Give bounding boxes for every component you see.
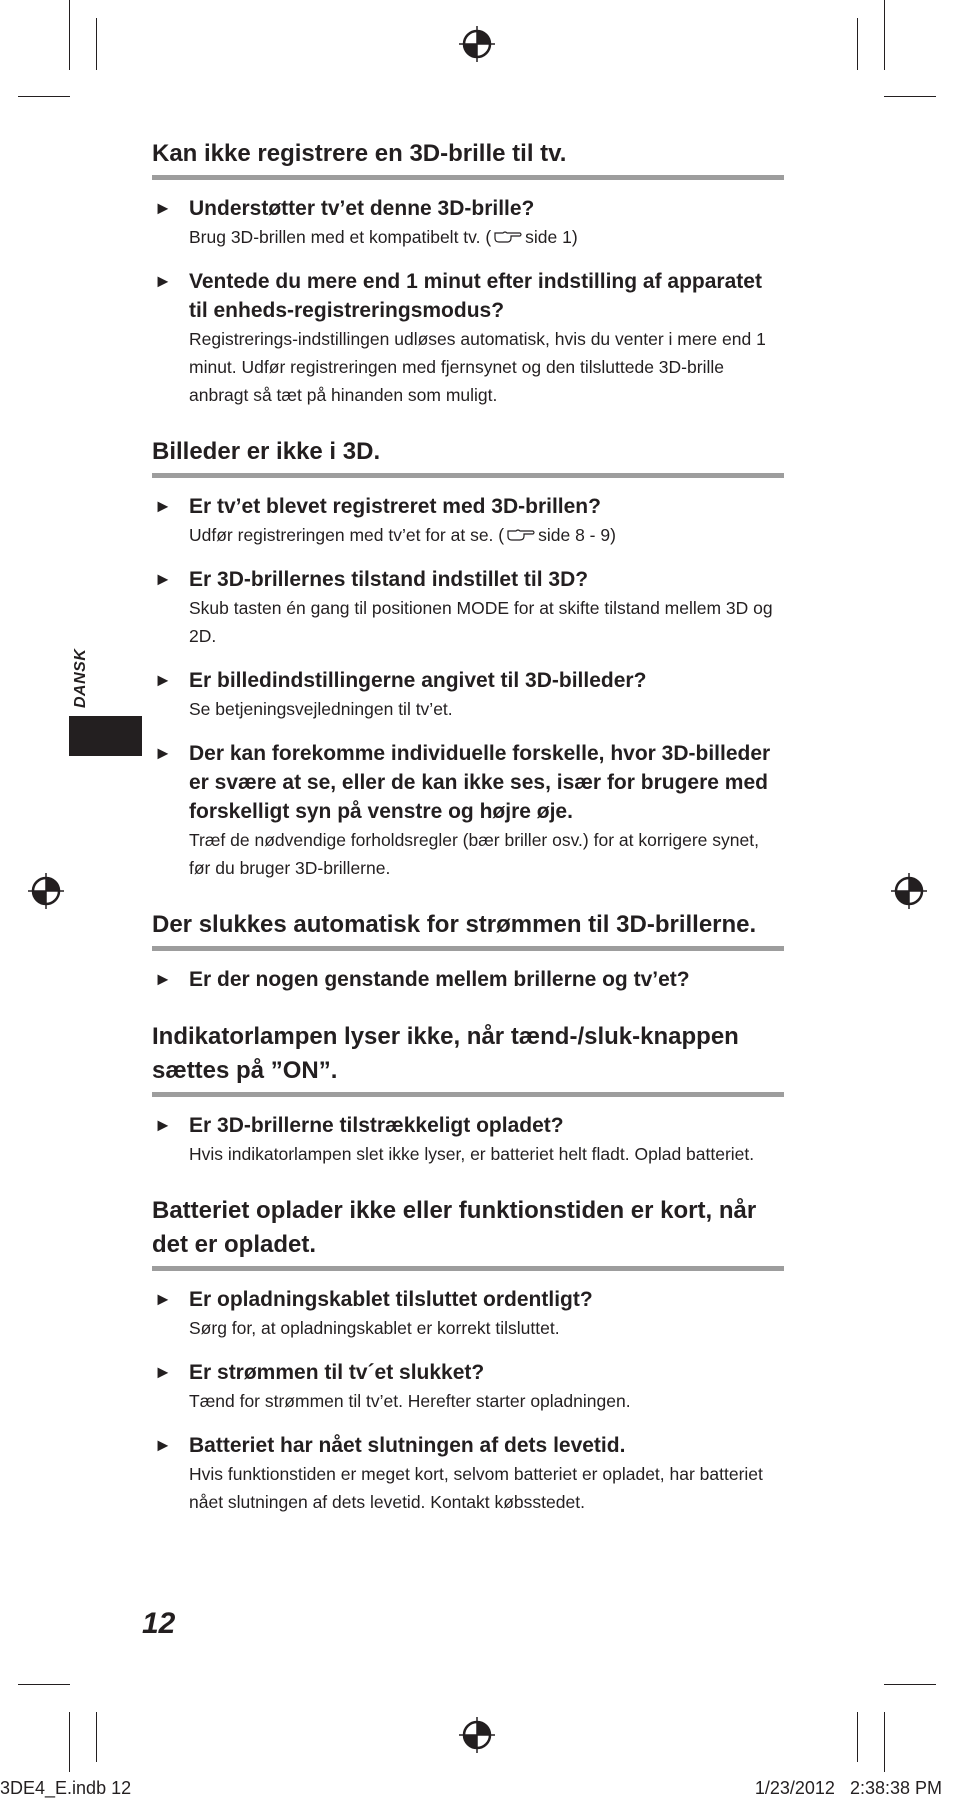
item-question: Er tv’et blevet registreret med 3D-brillen? (189, 495, 601, 518)
item-answer: Træf de nødvendige forholdsregler (bær briller osv.) for at korrigere synet, før du bruger 3D-brillerne. (189, 830, 759, 878)
page-reference: side 1) (525, 227, 578, 247)
item-answer: Sørg for, at opladningskablet er korrekt tilsluttet. (189, 1318, 560, 1338)
list-item (152, 1111, 784, 1168)
item-question: Understøtter tv’et denne 3D-brille? (189, 197, 535, 220)
list-item (152, 739, 784, 882)
item-question: Ventede du mere end 1 minut efter indstilling af apparatet til enheds-registreringsmodus? (189, 270, 762, 322)
pointing-hand-icon (493, 230, 523, 244)
item-list (152, 1285, 784, 1516)
item-answer: Skub tasten én gang til positionen MODE for at skifte tilstand mellem 3D og 2D. (189, 598, 773, 646)
list-item (152, 1431, 784, 1516)
item-question: Er billedindstillingerne angivet til 3D-billeder? (189, 669, 647, 692)
item-list (152, 194, 784, 409)
crop-mark (857, 1712, 858, 1762)
item-list (152, 965, 784, 994)
item-question: Er opladningskablet tilsluttet ordentligt? (189, 1288, 593, 1311)
arrow-bullet-icon: ► (154, 1435, 172, 1455)
crop-mark (69, 0, 70, 70)
section-title: Der slukkes automatisk for strømmen til 3D-brillerne. (152, 908, 784, 951)
item-list (152, 492, 784, 882)
section-title: Indikatorlampen lyser ikke, når tænd-/sluk-knappen sættes på ”ON”. (152, 1020, 784, 1097)
item-answer: Registrerings-indstillingen udløses automatisk, hvis du venter i mere end 1 minut. Udfør registreringen med fjernsynet og den tilsluttede 3D-brille anbragt så tæt på hinanden som muligt. (189, 329, 766, 405)
item-question: Er der nogen genstande mellem brillerne og tv’et? (189, 968, 690, 991)
troubleshooting-content (152, 137, 784, 1542)
list-item (152, 194, 784, 251)
arrow-bullet-icon: ► (154, 969, 172, 989)
item-answer: Tænd for strømmen til tv’et. Herefter starter opladningen. (189, 1391, 631, 1411)
arrow-bullet-icon: ► (154, 569, 172, 589)
crop-mark (857, 18, 858, 70)
crop-mark (884, 0, 885, 70)
item-question: Batteriet har nået slutningen af dets levetid. (189, 1434, 626, 1457)
crop-mark (96, 18, 97, 70)
page-reference: side 8 - 9) (538, 525, 616, 545)
list-item (152, 492, 784, 549)
item-question: Er 3D-brillerne tilstrækkeligt opladet? (189, 1114, 564, 1137)
language-tab-label: DANSK (72, 648, 89, 708)
item-list (152, 1111, 784, 1168)
crop-mark (18, 1684, 70, 1685)
arrow-bullet-icon: ► (154, 1115, 172, 1135)
section (152, 1020, 784, 1168)
item-question: Der kan forekomme individuelle forskelle, hvor 3D-billeder er svære at se, eller de kan ikke ses, især for brugere med forskelligt syn på venstre og højre øje. (189, 742, 771, 823)
registration-mark-icon (27, 872, 65, 910)
arrow-bullet-icon: ► (154, 670, 172, 690)
list-item (152, 1285, 784, 1342)
arrow-bullet-icon: ► (154, 271, 172, 291)
list-item (152, 965, 784, 994)
item-answer: Hvis funktionstiden er meget kort, selvom batteriet er opladet, har batteriet nået slutningen af dets levetid. Kontakt købsstedet. (189, 1464, 763, 1512)
crop-mark (96, 1712, 97, 1762)
crop-mark (884, 1684, 936, 1685)
list-item (152, 565, 784, 650)
list-item (152, 666, 784, 723)
answer-text: Brug 3D-brillen med et kompatibelt tv. ( (189, 227, 492, 247)
list-item (152, 267, 784, 409)
arrow-bullet-icon: ► (154, 743, 172, 763)
section-title: Batteriet oplader ikke eller funktionstiden er kort, når det er opladet. (152, 1194, 784, 1271)
section (152, 1194, 784, 1516)
arrow-bullet-icon: ► (154, 1362, 172, 1382)
print-slug-file: 3DE4_E.indb 12 (0, 1778, 132, 1798)
print-slug-timestamp: 1/23/2012 2:38:38 PM (754, 1778, 942, 1798)
section (152, 137, 784, 409)
item-answer (189, 223, 784, 251)
pointing-hand-icon (506, 528, 536, 542)
arrow-bullet-icon: ► (154, 198, 172, 218)
item-question: Er strømmen til tv´et slukket? (189, 1361, 485, 1384)
section-title: Kan ikke registrere en 3D-brille til tv. (152, 137, 784, 180)
crop-mark (884, 96, 936, 97)
arrow-bullet-icon: ► (154, 496, 172, 516)
answer-text: Udfør registreringen med tv’et for at se. ( (189, 525, 505, 545)
page-number: 12 (142, 1607, 176, 1640)
registration-mark-icon (890, 872, 928, 910)
language-tab (69, 716, 142, 756)
list-item (152, 1358, 784, 1415)
crop-mark (18, 96, 70, 97)
section (152, 435, 784, 882)
section-title: Billeder er ikke i 3D. (152, 435, 784, 478)
item-question: Er 3D-brillernes tilstand indstillet til 3D? (189, 568, 589, 591)
arrow-bullet-icon: ► (154, 1289, 172, 1309)
registration-mark-icon (458, 1716, 496, 1754)
section (152, 908, 784, 994)
registration-mark-icon (458, 25, 496, 63)
item-answer (189, 521, 784, 549)
crop-mark (884, 1712, 885, 1772)
item-answer: Se betjeningsvejledningen til tv’et. (189, 699, 453, 719)
crop-mark (69, 1712, 70, 1772)
item-answer: Hvis indikatorlampen slet ikke lyser, er batteriet helt fladt. Oplad batteriet. (189, 1144, 755, 1164)
